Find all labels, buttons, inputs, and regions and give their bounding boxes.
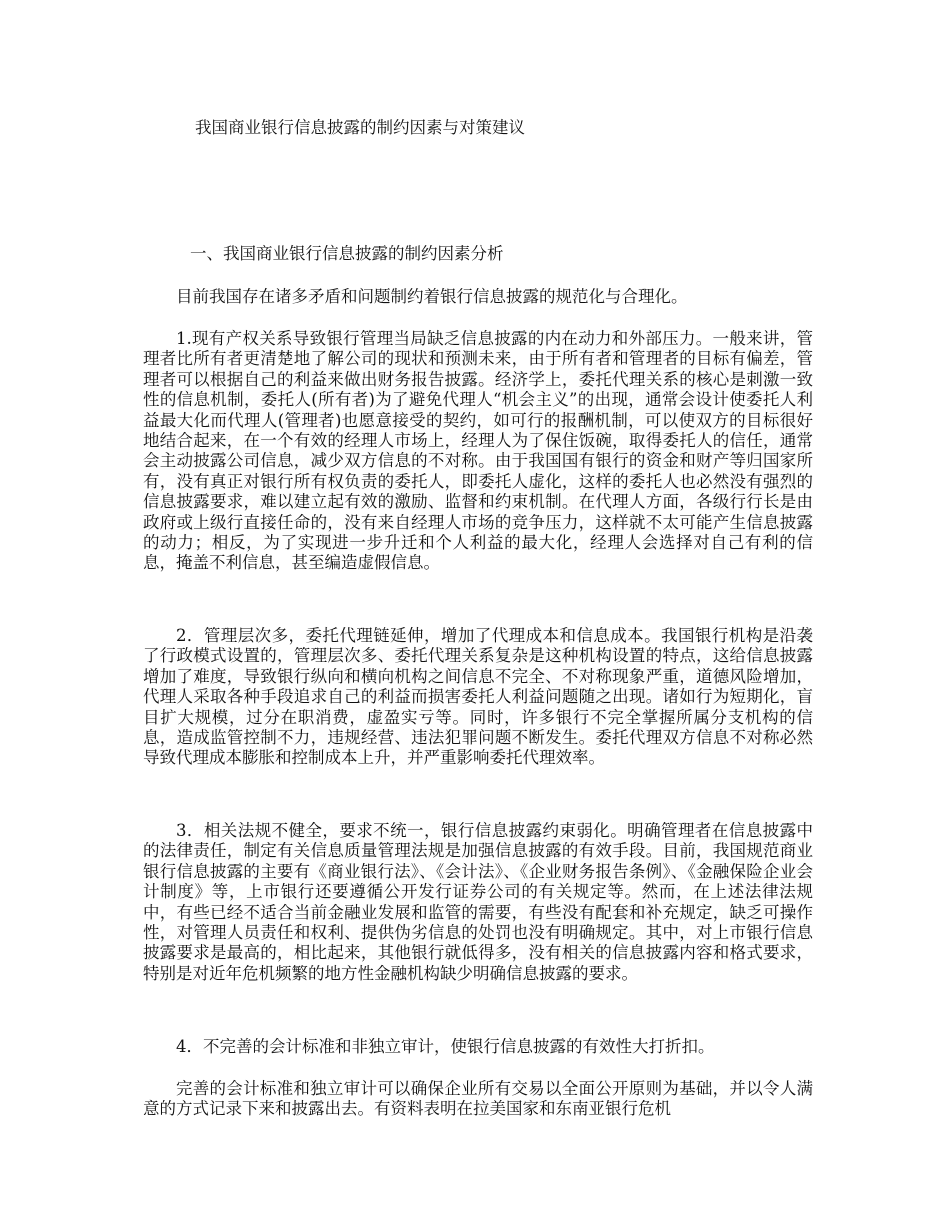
paragraph-point-3: 3．相关法规不健全，要求不统一，银行信息披露约束弱化。明确管理者在信息披露中的法律责任，制定有关信息质量管理法规是加强信息披露的有效手段。目前，我国规范商业银行信息披露的主要有《商业银行法》、《会计法》、《企业财务报告条例》、《金融保险企业会计制度》等，上市银行还要遵循公开发行证券公司的有关规定等。然而，在上述法律法规中，有些已经不适合当前金融业发展和监管的需要，有些没有配套和补充规定，缺乏可操作性，对管理人员责任和权利、提供伪劣信息的处罚也没有明确规定。其中，对上市银行信息披露要求是最高的，相比起来，其他银行就低得多，没有相关的信息披露内容和格式要求，特别是对近年危机频繁的地方性金融机构缺少明确信息披露的要求。 xyxy=(143,821,813,983)
paragraph-point-1: 1.现有产权关系导致银行管理当局缺乏信息披露的内在动力和外部压力。一般来讲，管理者比所有者更清楚地了解公司的现状和预测未来，由于所有者和管理者的目标有偏差，管理者可以根据自己的利益来做出财务报告披露。经济学上，委托代理关系的核心是刺激一致性的信息机制，委托人(所有者)为了避免代理人“机会主义”的出现，通常会设计使委托人利益最大化而代理人(管理者)也愿意接受的契约，如可行的报酬机制，可以使双方的目标很好地结合起来，在一个有效的经理人市场上，经理人为了保住饭碗，取得委托人的信任，通常会主动披露公司信息，减少双方信息的不对称。由于我国国有银行的资金和财产等归国家所有，没有真正对银行所有权负责的委托人，即委托人虚化，这样的委托人也必然没有强烈的信息披露要求，难以建立起有效的激励、监督和约束机制。在代理人方面，各级行行长是由政府或上级行直接任命的，没有来自经理人市场的竞争压力，这样就不太可能产生信息披露的动力；相反，为了实现进一步升迁和个人利益的最大化，经理人会选择对自己有利的信息，掩盖不利信息，甚至编造虚假信息。 xyxy=(143,329,813,573)
paragraph-point-2: 2．管理层次多，委托代理链延伸，增加了代理成本和信息成本。我国银行机构是沿袭了行政模式设置的，管理层次多、委托代理关系复杂是这种机构设置的特点，这给信息披露增加了难度，导致银行纵向和横向机构之间信息不完全、不对称现象严重，道德风险增加，代理人采取各种手段追求自己的利益而损害委托人利益问题随之出现。诸如行为短期化，盲目扩大规模，过分在职消费，虚盈实亏等。同时，许多银行不完全掌握所属分支机构的信息，造成监管控制不力，违规经营、违法犯罪问题不断发生。委托代理双方信息不对称必然导致代理成本膨胀和控制成本上升，并严重影响委托代理效率。 xyxy=(143,626,813,768)
document-title: 我国商业银行信息披露的制约因素与对策建议 xyxy=(195,118,525,137)
paragraph-continuation: 完善的会计标准和独立审计可以确保企业所有交易以全面公开原则为基础，并以令人满意的方式记录下来和披露出去。有资料表明在拉美国家和东南亚银行危机 xyxy=(143,1079,813,1119)
paragraph-point-4: 4．不完善的会计标准和非独立审计，使银行信息披露的有效性大打折扣。 xyxy=(176,1037,715,1056)
section-heading: 一、我国商业银行信息披露的制约因素分析 xyxy=(190,244,504,263)
paragraph-intro: 目前我国存在诸多矛盾和问题制约着银行信息披露的规范化与合理化。 xyxy=(176,287,688,306)
